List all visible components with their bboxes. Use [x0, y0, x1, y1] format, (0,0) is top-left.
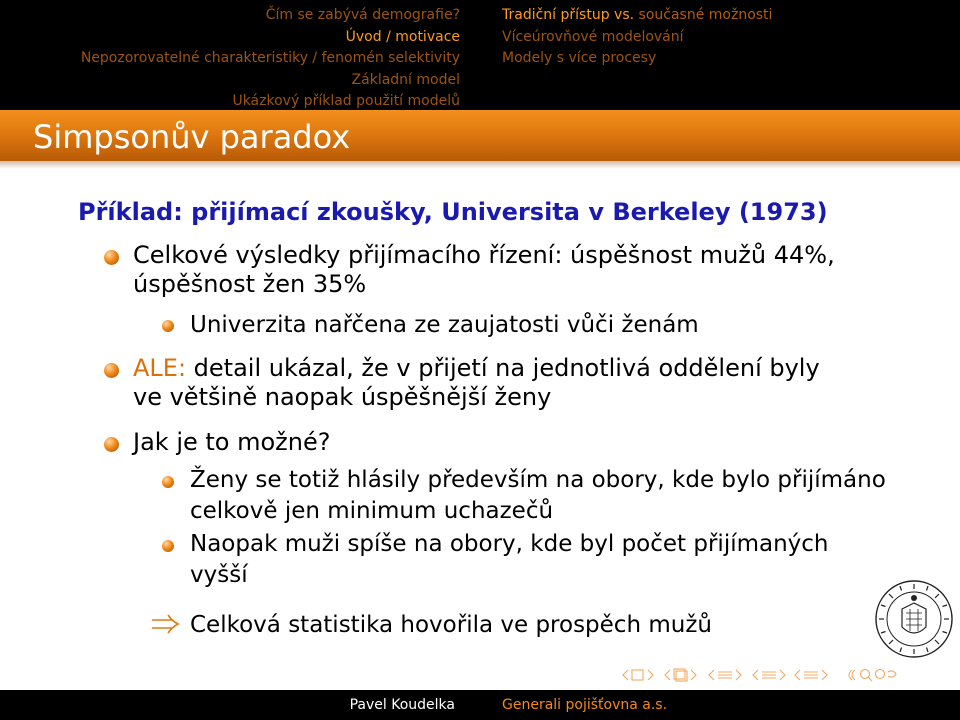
- nav-section-demografie[interactable]: Čím se zabývá demografie?: [265, 7, 460, 23]
- frame-title-bar: [0, 110, 960, 161]
- bullet-icon: [104, 363, 119, 378]
- conclusion-text: Celková statistika hovořila ve prospěch mužů: [190, 612, 712, 638]
- block-title: Příklad: přijímací zkoušky, Universita v Berkeley (1973): [78, 198, 828, 226]
- nav-forward-icon: [888, 671, 896, 677]
- nav-subsection-current-suffix: současné možnosti: [634, 7, 773, 23]
- footer-institute: Generali pojišťovna a.s.: [502, 697, 668, 713]
- nav-section-ukazkovy-priklad[interactable]: Ukázkový příklad použití modelů: [232, 93, 460, 109]
- nav-section-zakladni-model[interactable]: Základní model: [351, 71, 460, 88]
- alert-word: ALE:: [133, 354, 187, 382]
- implies-arrow-icon: [150, 612, 180, 636]
- nav-prev-subsection-icon: [665, 670, 670, 680]
- list-item-text: detail ukázal, že v přijetí na jednotlivá oddělení byly: [186, 354, 820, 382]
- footer-author: Pavel Koudelka: [349, 697, 455, 713]
- list-item-line: úspěšnost žen 35%: [133, 270, 367, 298]
- sub-bullet-icon: [162, 540, 174, 552]
- sub-item-line: vyšší: [190, 562, 248, 588]
- list-item-line: ve většině naopak úspěšnější ženy: [133, 383, 552, 411]
- sub-bullet-icon: [162, 476, 174, 488]
- frame-title: Simpsonův paradox: [33, 118, 351, 156]
- nav-prev-frame-icon: [623, 670, 628, 680]
- nav-frame-icon: [632, 670, 643, 680]
- section-nav-left: [0, 0, 480, 110]
- nav-next-frame-icon: [648, 670, 653, 680]
- sub-item-univerzita: Univerzita nařčena ze zaujatosti vůči ženám: [190, 312, 699, 338]
- list-item-celkove-vysledky: [133, 241, 933, 299]
- sub-item-line: Naopak muži spíše na obory, kde byl počet přijímaných: [190, 531, 829, 557]
- sub-item-muzi: [190, 529, 910, 591]
- beamer-navigation-symbols: [622, 667, 956, 683]
- list-item-jak-je-to-mozne: Jak je to možné?: [133, 428, 331, 456]
- header-navigation: [0, 0, 960, 110]
- footer: [0, 690, 960, 720]
- list-item-ale: [133, 354, 933, 412]
- nav-prev-subsection2-icon: [753, 670, 758, 680]
- nav-next-subsection-icon: [691, 670, 696, 680]
- nav-next-subsection2-icon: [780, 670, 785, 680]
- university-seal-logo: [874, 579, 954, 659]
- list-item-line: Celkové výsledky přijímacího řízení: úspěšnost mužů 44%,: [133, 241, 835, 269]
- nav-section-selektivita[interactable]: Nepozorovatelné charakteristiky / fenomén selektivity: [80, 50, 460, 66]
- nav-next-doc-icon: [822, 670, 827, 680]
- bullet-icon: [104, 250, 119, 265]
- sub-item-zeny: [190, 465, 910, 527]
- sub-item-line: celkově jen minimum uchazečů: [190, 498, 554, 524]
- sub-item-line: Ženy se totiž hlásily především na obory, kde bylo přijímáno: [190, 467, 886, 493]
- sub-bullet-icon: [162, 320, 174, 332]
- nav-prev-doc-icon: [795, 670, 800, 680]
- bullet-icon: [104, 437, 119, 452]
- nav-subsection-vice-procesy[interactable]: Modely s více procesy: [502, 50, 657, 66]
- nav-subsection-tradicni-pristup[interactable]: [502, 5, 960, 27]
- nav-section-uvod[interactable]: Úvod / motivace: [345, 28, 460, 45]
- nav-subsection-current-prefix: Tradiční přístup vs.: [502, 7, 635, 23]
- nav-back-icon: [849, 670, 855, 680]
- subsection-nav-right: [480, 0, 960, 110]
- nav-prev-section-icon: [709, 670, 714, 680]
- nav-subsection-viceurovnove[interactable]: Víceúrovňové modelování: [502, 28, 684, 45]
- nav-next-section-icon: [736, 670, 741, 680]
- list-item-line: [133, 354, 933, 383]
